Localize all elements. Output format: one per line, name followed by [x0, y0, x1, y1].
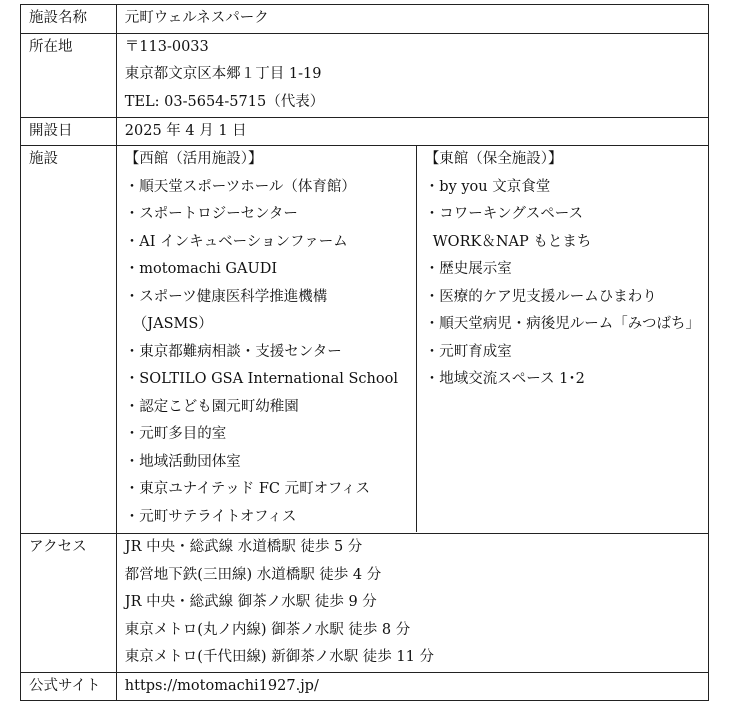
west-facility-item: ・motomachi GAUDI [124, 261, 278, 277]
east-heading: 【東館（保全施設）】 [424, 151, 563, 167]
west-facility-item: ・AI インキュベーションファーム [124, 233, 348, 250]
east-facility-item: ・コワーキングスペース [424, 206, 583, 222]
west-facility-item: ・元町サテライトオフィス [124, 508, 297, 525]
west-facility-item: （JASMS） [132, 316, 213, 332]
phone: TEL: 03-5654-5715（代表） [124, 93, 325, 110]
west-building-list [117, 146, 417, 532]
west-facility-item: ・元町多目的室 [124, 426, 227, 442]
east-facility-item: ・元町育成室 [424, 343, 512, 360]
east-facility-item: ・医療的ケア児支援ルームひまわり [424, 288, 657, 305]
label-address: 所在地 [21, 33, 117, 117]
label-name: 施設名称 [21, 5, 117, 34]
west-facility-item: ・東京都難病相談・支援センター [124, 343, 342, 360]
label-opening: 開設日 [21, 117, 117, 146]
east-facility-item: ・順天堂病児・病後児ルーム「みつばち」 [424, 316, 700, 332]
east-facility-item: WORK＆NAP もとまち [432, 233, 592, 250]
west-facility-item: ・東京ユナイテッド FC 元町オフィス [124, 481, 371, 497]
value-facilities [116, 146, 708, 534]
row-address [21, 33, 709, 117]
west-heading: 【西館（活用施設）】 [124, 151, 263, 167]
east-building-list [417, 146, 708, 532]
west-facility-item: ・認定こども園元町幼稚園 [124, 398, 299, 415]
value-name: 元町ウェルネスパーク [116, 5, 708, 34]
postal-code: 〒113-0033 [124, 38, 209, 55]
row-name [21, 5, 709, 34]
label-facilities: 施設 [21, 146, 117, 534]
west-facility-item: ・順天堂スポーツホール（体育館） [124, 178, 356, 195]
access-route: 都営地下鉄(三田線) 水道橋駅 徒歩 4 分 [124, 566, 382, 583]
row-site [21, 672, 709, 701]
west-facility-item: ・スポートロジーセンター [124, 206, 298, 222]
east-facility-item: ・歴史展示室 [424, 261, 512, 277]
access-route: JR 中央・総武線 水道橋駅 徒歩 5 分 [124, 539, 363, 555]
access-route: 東京メトロ(丸ノ内線) 御茶ノ水駅 徒歩 8 分 [124, 621, 411, 638]
value-access [116, 534, 708, 673]
row-opening [21, 117, 709, 146]
west-facility-item: ・地域活動団体室 [124, 453, 241, 470]
facility-info-table [20, 4, 709, 701]
label-site: 公式サイト [21, 672, 117, 701]
row-access [21, 534, 709, 673]
access-route: 東京メトロ(千代田線) 新御茶ノ水駅 徒歩 11 分 [124, 649, 434, 665]
label-access: アクセス [21, 534, 117, 673]
access-route: JR 中央・総武線 御茶ノ水駅 徒歩 9 分 [124, 594, 377, 610]
east-facility-item: ・by you 文京食堂 [424, 178, 551, 195]
row-facilities [21, 146, 709, 534]
west-facility-item: ・SOLTILO GSA International School [124, 371, 398, 387]
value-address [116, 33, 708, 117]
east-facility-item: ・地域交流スペース 1･2 [424, 371, 585, 387]
value-opening: 2025 年 4 月 1 日 [116, 117, 708, 146]
official-site-link[interactable]: https://motomachi1927.jp/ [116, 672, 708, 701]
west-facility-item: ・スポーツ健康医科学推進機構 [124, 288, 328, 305]
street-address: 東京都文京区本郷１丁目 1-19 [124, 66, 322, 82]
